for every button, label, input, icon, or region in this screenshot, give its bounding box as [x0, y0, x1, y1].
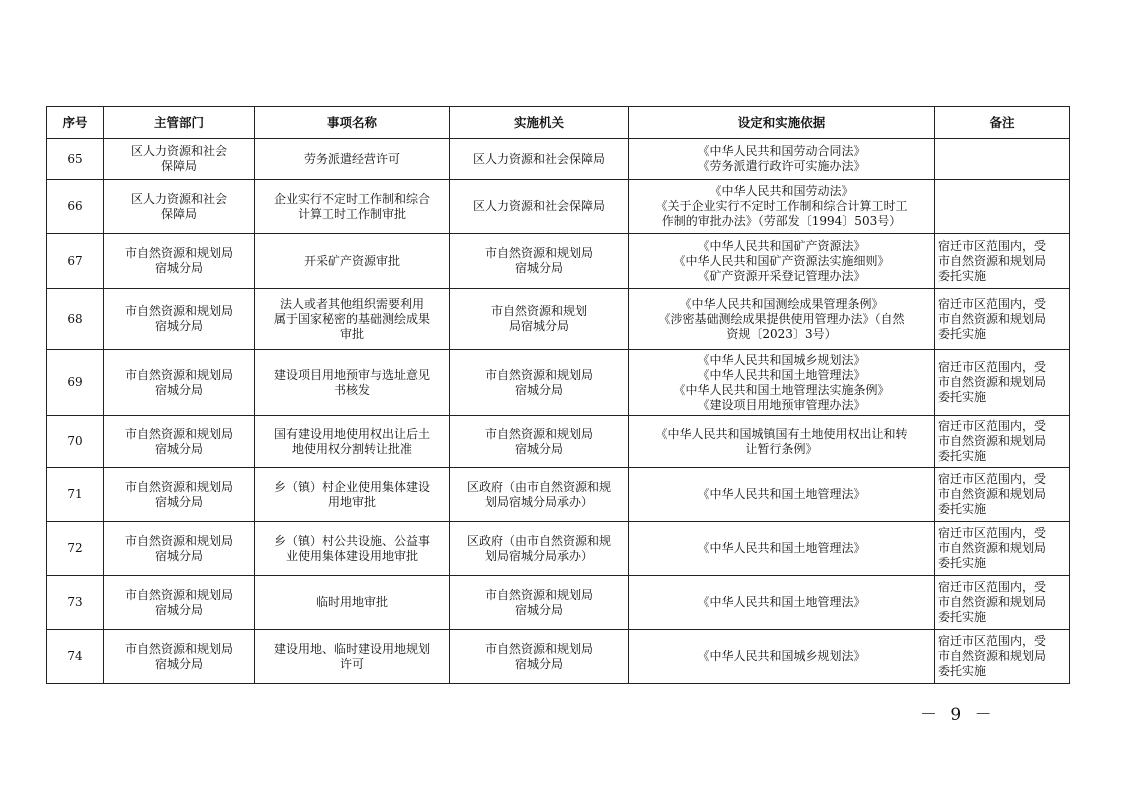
cell-serial: 70 — [47, 416, 104, 468]
cell-item-name: 劳务派遣经营许可 — [255, 139, 450, 180]
cell-agency: 市自然资源和规划局 宿城分局 — [450, 630, 629, 684]
cell-serial: 74 — [47, 630, 104, 684]
table-row — [47, 180, 1070, 234]
cell-department: 市自然资源和规划局 宿城分局 — [104, 234, 255, 289]
cell-serial: 69 — [47, 350, 104, 416]
cell-serial: 65 — [47, 139, 104, 180]
cell-serial: 71 — [47, 468, 104, 522]
table-row — [47, 139, 1070, 180]
table-row — [47, 522, 1070, 576]
cell-serial: 73 — [47, 576, 104, 630]
cell-agency: 区政府（由市自然资源和规 划局宿城分局承办） — [450, 468, 629, 522]
cell-basis: 《中华人民共和国测绘成果管理条例》 《涉密基础测绘成果提供使用管理办法》（自然 资规〔2023〕3号） — [629, 289, 935, 350]
cell-department: 市自然资源和规划局 宿城分局 — [104, 350, 255, 416]
cell-department: 区人力资源和社会 保障局 — [104, 139, 255, 180]
cell-basis: 《中华人民共和国城乡规划法》 《中华人民共和国土地管理法》 《中华人民共和国土地管理法实施条例》 《建设项目用地预审管理办法》 — [629, 350, 935, 416]
cell-agency: 区政府（由市自然资源和规 划局宿城分局承办） — [450, 522, 629, 576]
cell-remark: 宿迁市区范围内，受 市自然资源和规划局 委托实施 — [935, 468, 1070, 522]
header-agency: 实施机关 — [450, 107, 629, 139]
cell-item-name: 建设项目用地预审与选址意见 书核发 — [255, 350, 450, 416]
cell-basis: 《中华人民共和国城镇国有土地使用权出让和转 让暂行条例》 — [629, 416, 935, 468]
cell-item-name: 企业实行不定时工作制和综合 计算工时工作制审批 — [255, 180, 450, 234]
cell-basis: 《中华人民共和国土地管理法》 — [629, 576, 935, 630]
cell-agency: 市自然资源和规划局 宿城分局 — [450, 576, 629, 630]
cell-serial: 66 — [47, 180, 104, 234]
cell-agency: 市自然资源和规划局 宿城分局 — [450, 416, 629, 468]
cell-basis: 《中华人民共和国城乡规划法》 — [629, 630, 935, 684]
cell-agency: 市自然资源和规划 局宿城分局 — [450, 289, 629, 350]
cell-remark — [935, 139, 1070, 180]
cell-department: 市自然资源和规划局 宿城分局 — [104, 522, 255, 576]
cell-basis: 《中华人民共和国劳动法》 《关于企业实行不定时工作制和综合计算工时工 作制的审批办法》（劳部发〔1994〕503号） — [629, 180, 935, 234]
cell-department: 市自然资源和规划局 宿城分局 — [104, 468, 255, 522]
cell-item-name: 法人或者其他组织需要利用 属于国家秘密的基础测绘成果 审批 — [255, 289, 450, 350]
cell-item-name: 国有建设用地使用权出让后土 地使用权分割转让批准 — [255, 416, 450, 468]
header-item-name: 事项名称 — [255, 107, 450, 139]
header-department: 主管部门 — [104, 107, 255, 139]
cell-item-name: 乡（镇）村企业使用集体建设 用地审批 — [255, 468, 450, 522]
cell-agency: 市自然资源和规划局 宿城分局 — [450, 234, 629, 289]
cell-basis: 《中华人民共和国劳动合同法》 《劳务派遣行政许可实施办法》 — [629, 139, 935, 180]
cell-agency: 区人力资源和社会保障局 — [450, 180, 629, 234]
cell-remark: 宿迁市区范围内，受 市自然资源和规划局 委托实施 — [935, 350, 1070, 416]
cell-basis: 《中华人民共和国矿产资源法》 《中华人民共和国矿产资源法实施细则》 《矿产资源开采登记管理办法》 — [629, 234, 935, 289]
table-row — [47, 350, 1070, 416]
cell-department: 区人力资源和社会 保障局 — [104, 180, 255, 234]
cell-agency: 区人力资源和社会保障局 — [450, 139, 629, 180]
cell-department: 市自然资源和规划局 宿城分局 — [104, 416, 255, 468]
table-header-row — [47, 107, 1070, 139]
cell-department: 市自然资源和规划局 宿城分局 — [104, 289, 255, 350]
page-number: － 9 － — [920, 705, 996, 725]
cell-item-name: 临时用地审批 — [255, 576, 450, 630]
cell-remark: 宿迁市区范围内，受 市自然资源和规划局 委托实施 — [935, 522, 1070, 576]
cell-agency: 市自然资源和规划局 宿城分局 — [450, 350, 629, 416]
cell-serial: 68 — [47, 289, 104, 350]
cell-remark — [935, 180, 1070, 234]
cell-serial: 67 — [47, 234, 104, 289]
table-row — [47, 576, 1070, 630]
cell-item-name: 乡（镇）村公共设施、公益事 业使用集体建设用地审批 — [255, 522, 450, 576]
table-row — [47, 289, 1070, 350]
table-row — [47, 234, 1070, 289]
cell-department: 市自然资源和规划局 宿城分局 — [104, 576, 255, 630]
cell-basis: 《中华人民共和国土地管理法》 — [629, 468, 935, 522]
cell-department: 市自然资源和规划局 宿城分局 — [104, 630, 255, 684]
table-row — [47, 468, 1070, 522]
cell-remark: 宿迁市区范围内，受 市自然资源和规划局 委托实施 — [935, 630, 1070, 684]
cell-remark: 宿迁市区范围内，受 市自然资源和规划局 委托实施 — [935, 416, 1070, 468]
cell-item-name: 开采矿产资源审批 — [255, 234, 450, 289]
cell-basis: 《中华人民共和国土地管理法》 — [629, 522, 935, 576]
table-row — [47, 630, 1070, 684]
cell-remark: 宿迁市区范围内，受 市自然资源和规划局 委托实施 — [935, 234, 1070, 289]
cell-remark: 宿迁市区范围内，受 市自然资源和规划局 委托实施 — [935, 576, 1070, 630]
cell-remark: 宿迁市区范围内，受 市自然资源和规划局 委托实施 — [935, 289, 1070, 350]
header-basis: 设定和实施依据 — [629, 107, 935, 139]
header-serial: 序号 — [47, 107, 104, 139]
header-remark: 备注 — [935, 107, 1070, 139]
cell-item-name: 建设用地、临时建设用地规划 许可 — [255, 630, 450, 684]
table-row — [47, 416, 1070, 468]
cell-serial: 72 — [47, 522, 104, 576]
matters-table — [46, 106, 1070, 684]
